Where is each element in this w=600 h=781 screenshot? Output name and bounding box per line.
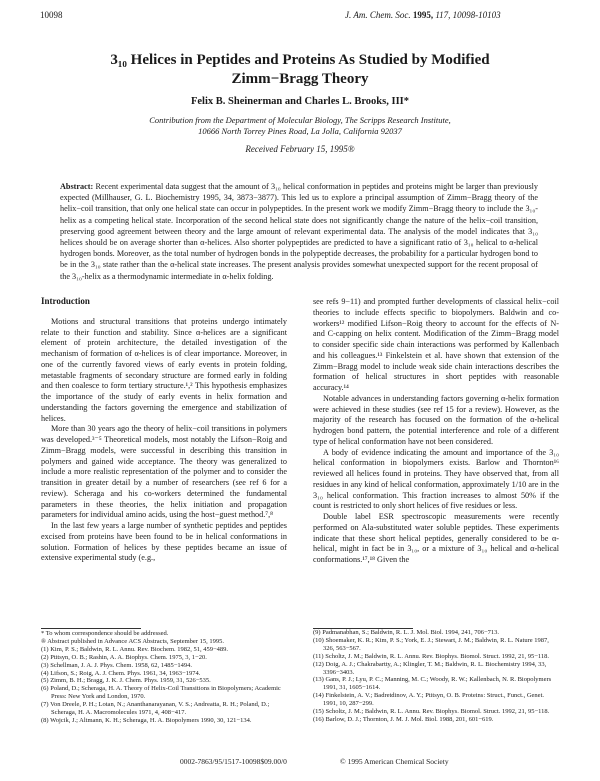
- footnote: (3) Schellman, J. A. J. Phys. Chem. 1958, 62, 1485−1494.: [41, 661, 192, 669]
- right-footnotes: [313, 629, 559, 724]
- footnote: (15) Scholtz, J. M.; Baldwin, R. L. Annu. Rev. Biophys. Biomol. Struct. 1992, 21, 95−118.: [313, 708, 550, 716]
- article-code: 0002-7863/95/1517-10098$09.00/0: [180, 757, 287, 766]
- abstract-text: Recent experimental data suggest that the amount of 3₁₀ helical conformation in peptides and proteins might be larger than previously expected (Millhauser, G. L. Biochemistry 1995, 34, 3873−3877). This led us to explore a principal assumption of Zimm−Bragg theory of the helix−coil transition, that only one helical state can occur in polypeptides. In the present work we modify Zimm−Bragg theory to include the 3₁₀-helix as a competing helical state. Incorporation of the second helical state does not significantly change the nature of the helix−coil transition, preserving good agreement between theory and the large amount of relevant experimental data. The analysis of the model indicates that 3₁₀ helices should be on average shorter than α-helices. Also shorter polypeptides are predicted to have a significant ratio of 3₁₀ helical to α-helical hydrogen bonds. Moreover, as the total number of hydrogen bonds in the polypeptide decreases, the probability for a particular hydrogen bond to be in the 3₁₀ state rather than the α-helical state increases. The present analysis provides somewhat unexpected support for the recent proposal of the 3₁₀-helix as a thermodynamic intermediate in α-helix folding.: [60, 182, 538, 281]
- journal-year: 1995,: [412, 10, 434, 20]
- affiliation-line-2: 10666 North Torrey Pines Road, La Jolla, California 92037: [198, 126, 402, 136]
- abstract-label: Abstract:: [60, 182, 94, 191]
- authors: Felix B. Sheinerman and Charles L. Brooks, III*: [190, 96, 409, 107]
- footnote: (4) Lifson, S.; Roig, A. J. Chem. Phys. 1961, 34, 1963−1974.: [41, 669, 201, 677]
- footnote: (12) Doig, A. J.; Chakrabartty, A.; Klingler, T. M.; Baldwin, R. L. Biochemistry 1994, 33, 3396−3403.: [313, 660, 547, 676]
- footnote: (6) Poland, D.; Scheraga, H. A. Theory of Helix-Coil Transitions in Biopolymers; Academic Press: New York and London, 1970.: [41, 685, 281, 701]
- title-line-1: 3₁₀ Helices in Peptides and Proteins As Studied by Modified: [110, 52, 490, 68]
- footnote: (16) Barlow, D. J.; Thornton, J. M. J. Mol. Biol. 1988, 201, 601−619.: [313, 715, 494, 723]
- footnote-rule-left: [41, 628, 141, 629]
- left-footnotes: [41, 630, 287, 725]
- article-title: [0, 51, 600, 89]
- right-paragraph: Notable advances in understanding factors governing α-helix formation were achieved in these studies (see ref 15 for a review). However, as the majority of the research has focused on the formation of the α-helical hydrogen bond pattern, the potential interference and role of a different type of helical conformation have not been considered.: [313, 393, 559, 446]
- footnote: (13) Gans, P. J.; Lyu, P. C.; Manning, M. C.; Woody, R. W.; Kallenbach, N. R. Biopolymers 1991, 31, 1605−1614.: [313, 676, 552, 692]
- left-paragraph: More than 30 years ago the theory of helix−coil transitions in polymers was developed.³⁻⁵ Theoretical models, most notably the Lifson−Roig and Zimm−Bragg models, were successful in describing this transition in polymers and gained wide acceptance. The theory was generalized to include a more realistic representation of the polymer and to consider the transition in greater detail by a number of researchers (see ref 6 for a review). Scheraga and his co-workers determined the fundamental parameters in these theories, the helix initiation and propagation parameters for individual amino acids, using the host−guest method.⁷,⁸: [41, 424, 287, 520]
- affiliation: [0, 115, 600, 137]
- footnote: (10) Shoemaker, K. R.; Kim, P. S.; York, E. J.; Stewart, J. M.; Baldwin, R. L. Nature 1987, 326, 563−567.: [313, 636, 549, 652]
- left-paragraph: Motions and structural transitions that proteins undergo intimately relate to their function and stability. Since α-helices are a significant element of protein architecture, the detailed investigation of the mechanism of formation of α-helices is of clear importance. Moreover, in one of the currently favored views of early events in protein folding, metastable fragments of secondary structure are formed early in folding and then coalesce to form tertiary structure.¹,² This hypothesis emphasizes the importance of the study of early events in helix formation and understanding the factors governing the emergence and stabilization of helices.: [41, 316, 287, 423]
- received-date: Received February 15, 1995®: [245, 144, 355, 154]
- footnote: (7) Von Dreele, P. H.; Lotan, N.; Ananthanarayanan, V. S.; Andreatta, R. H.; Poland, D.; Scheraga, H. A. Macromolecules 1971, 4, 408−417.: [41, 701, 270, 717]
- footnote: (9) Padmanabhan, S.; Baldwin, R. L. J. Mol. Biol. 1994, 241, 706−713.: [313, 629, 500, 636]
- right-paragraph: Double label ESR spectroscopic measurements were recently performed on Ala-substituted water soluble peptides. These experiments indicate that these short helical peptides, generally considered to be α-helical, might in fact be in 3₁₀, or a mixture of 3₁₀ helical and α-helical conformations.¹⁷,¹⁸ Given the: [313, 512, 559, 564]
- running-header: [345, 10, 501, 20]
- footnote: (11) Scholtz, J. M.; Baldwin, R. L. Annu. Rev. Biophys. Biomol. Struct. 1992, 21, 95−118.: [313, 652, 550, 660]
- footnote: (14) Finkelstein, A. V.; Badretdinov, A. Y.; Ptitsyn, O. B. Proteins: Struct., Funct., Genet. 1991, 10, 287−299.: [313, 692, 544, 708]
- footnote: (1) Kim, P. S.; Baldwin, R. L. Annu. Rev. Biochem. 1982, 51, 459−489.: [41, 645, 229, 653]
- footnote: (2) Ptitsyn, O. B.; Rashin, A. A. Biophys. Chem. 1975, 3, 1−20.: [41, 653, 207, 661]
- journal-name: J. Am. Chem. Soc.: [345, 10, 411, 20]
- right-paragraph: A body of evidence indicating the amount and importance of the 3₁₀ helical conformation in biopolymers exists. Barlow and Thornton¹⁶ reviewed all helices found in proteins. They have observed that, from all residues in any kind of helical conformation, approximately 1/10 are in the 3₁₀ helical conformation. This fraction increases to almost 50% if the count is restricted to only short helices of five residues or less.: [313, 447, 559, 511]
- section-heading-introduction: Introduction: [41, 296, 90, 306]
- left-column: [41, 296, 287, 564]
- copyright: © 1995 American Chemical Society: [340, 757, 449, 766]
- footnote: (8) Wojcik, J.; Altmann, K. H.; Scheraga, H. A. Biopolymers 1990, 30, 121−134.: [41, 716, 252, 724]
- journal-volume-pages: 117, 10098-10103: [435, 10, 501, 20]
- footnote: ® Abstract published in Advance ACS Abstracts, September 15, 1995.: [41, 637, 224, 645]
- right-paragraph: see refs 9−11) and prompted further developments of classical helix−coil theories to include effects specific to biopolymers. Baldwin and co-workers¹² modified Lifson−Roig theory to account for the effects of N- and C-capping on helix content. Modification of the Zimm−Bragg model to consider specific side chain interactions was performed by Kallenbach and his colleagues.¹³ Finkelstein et al. have shown that extension of the Zimm−Bragg model to include weak side chain interactions describes the formation of helical structures in short peptides with reasonable accuracy.¹⁴: [313, 297, 559, 392]
- abstract: [60, 181, 538, 282]
- right-column: [313, 297, 559, 566]
- left-paragraph: In the last few years a large number of synthetic peptides and peptides excised from proteins have been found to be in helical conformations in solution. Formation of helices by these peptides became an issue of extensive experimental study (e.g.,: [41, 521, 287, 563]
- footnote: * To whom correspondence should be addressed.: [41, 630, 169, 637]
- affiliation-line-1: Contribution from the Department of Molecular Biology, The Scripps Research Institute,: [149, 115, 451, 125]
- footnote: (5) Zimm, B. H.; Bragg, J. K. J. Chem. Phys. 1959, 31, 526−535.: [41, 677, 211, 685]
- page-number: 10098: [40, 10, 63, 20]
- title-line-2: Zimm−Bragg Theory: [231, 71, 369, 87]
